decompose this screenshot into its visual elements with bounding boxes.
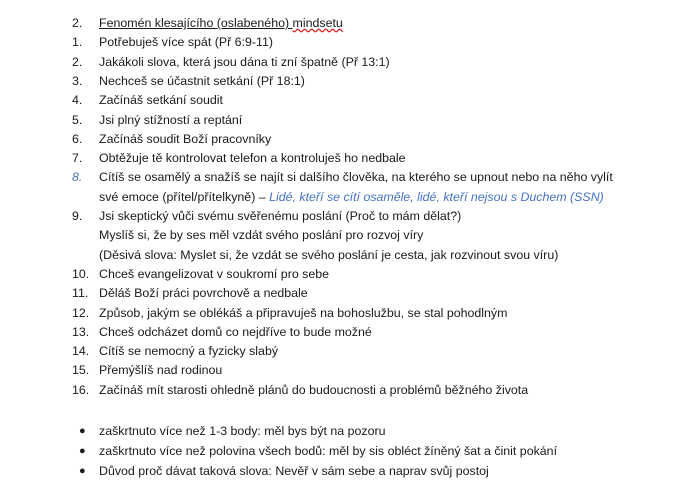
list-item: [0, 361, 687, 380]
item-text: Začínáš mít starosti ohledně plánů do budoucnosti a problémů běžného života: [99, 382, 529, 397]
bullet-item: [0, 422, 687, 441]
item-text: Děláš Boží práci povrchově a nedbale: [99, 286, 308, 301]
list-item: [0, 91, 687, 110]
item-text: (Děsivá slova: Myslet si, že vzdát se svého poslání je cesta, jak rozvinout svou víru): [99, 247, 559, 262]
item-number: 5.: [72, 112, 83, 127]
item-text: Potřebuješ více spát (Př 6:9-11): [99, 35, 274, 50]
item-text: Cítíš se osamělý a snažíš se najít si dalšího člověka, na kterého se upnout nebo na něho vylít: [99, 170, 613, 185]
list-item-9-continuation: [0, 246, 687, 265]
list-item: [0, 284, 687, 303]
item-number: 4.: [72, 93, 83, 108]
list-item: [0, 33, 687, 52]
item-text: Cítíš se nemocný a fyzicky slabý: [99, 344, 279, 359]
list-title: [0, 14, 687, 33]
item-highlight-text: Lidé, kteří se cítí osaměle, lidé, kteří nejsou s Duchem (SSN): [269, 189, 604, 204]
item-number: 9.: [72, 209, 83, 223]
item-text: Začínáš setkání soudit: [99, 93, 223, 108]
list-item: [0, 323, 687, 342]
list-item: [0, 130, 687, 149]
item-text: Jakákoli slova, která jsou dána ti zní špatně (Př 13:1): [99, 54, 390, 69]
item-text: své emoce (přítel/přítelkyně) –: [99, 189, 270, 204]
item-text: Myslíš si, že by ses měl vzdát svého poslání pro rozvoj víry: [99, 228, 424, 243]
list-item: [0, 72, 687, 91]
item-number: 1.: [72, 35, 83, 50]
list-item: [0, 381, 687, 400]
item-text: Chceš odcházet domů co nejdříve to bude možné: [99, 324, 372, 339]
item-number: 13.: [72, 324, 90, 339]
item-text: Způsob, jakým se oblékáš a připravuješ na bohoslužbu, se stal pohodlným: [99, 305, 508, 320]
item-number: 15.: [72, 363, 90, 378]
title-number: 2.: [72, 16, 83, 30]
item-number: 3.: [72, 73, 83, 88]
item-text: Chceš evangelizovat v soukromí pro sebe: [99, 266, 330, 281]
list-item: [0, 53, 687, 72]
item-number: 2.: [72, 54, 83, 69]
item-number: 14.: [72, 344, 90, 359]
list-item-8-continuation: [0, 188, 687, 207]
list-item: [0, 304, 687, 323]
item-number: 11.: [72, 286, 89, 301]
list-item: [0, 149, 687, 168]
list-item-8: [0, 168, 687, 187]
item-text: Přemýšlíš nad rodinou: [99, 363, 223, 378]
item-number: 8.: [72, 170, 83, 185]
item-text: Začínáš soudit Boží pracovníky: [99, 131, 272, 146]
bullet-text: zaškrtnuto více než polovina všech bodů: měl by sis obléct žíněný šat a činit pokání: [99, 444, 558, 458]
title-misspelled-word: mindsetu: [292, 16, 343, 30]
item-number: 16.: [72, 382, 90, 397]
title-text: Fenomén klesajícího (oslabeného): [99, 16, 293, 30]
item-number: 10.: [72, 266, 90, 281]
bullet-text: Důvod proč dávat taková slova: Nevěř v sám sebe a naprav svůj postoj: [99, 464, 489, 478]
bullet-text: zaškrtnuto více než 1-3 body: měl bys být na pozoru: [99, 424, 386, 438]
item-number: 6.: [72, 131, 83, 146]
list-item-9: [0, 207, 687, 226]
list-item: [0, 342, 687, 361]
bullet-item: [0, 442, 687, 461]
bullet-item: [0, 462, 687, 481]
bullet-dot-icon: ●: [79, 445, 86, 457]
list-item: [0, 111, 687, 130]
item-text: Jsi skeptický vůči svému svěřenému poslání (Proč to mám dělat?): [99, 209, 462, 223]
item-text: Obtěžuje tě kontrolovat telefon a kontroluješ ho nedbale: [99, 151, 406, 166]
item-number: 12.: [72, 305, 90, 320]
item-text: Jsi plný stížností a reptání: [99, 112, 243, 127]
bullet-dot-icon: ●: [79, 425, 86, 437]
item-number: 7.: [72, 151, 83, 166]
item-text: Nechceš se účastnit setkání (Př 18:1): [99, 73, 305, 88]
list-item: [0, 265, 687, 284]
list-item-9-continuation: [0, 226, 687, 245]
bullet-dot-icon: ●: [79, 465, 86, 477]
